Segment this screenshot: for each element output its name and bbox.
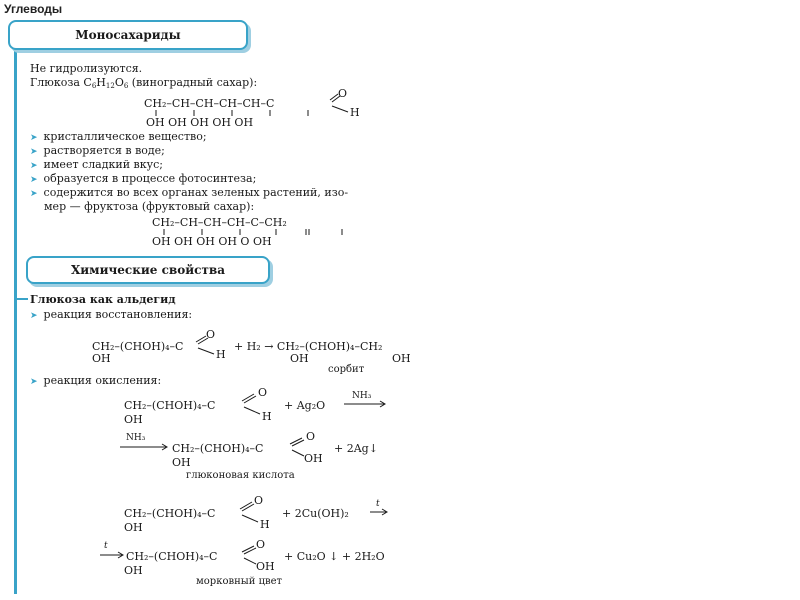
ox2-left: CH₂–(CHOH)₄–C <box>172 442 264 455</box>
ox1-left: CH₂–(CHOH)₄–C <box>124 399 216 412</box>
page-title: Углеводы <box>4 2 63 16</box>
section-monosaccharides: Моносахариды <box>8 20 248 50</box>
glucose-oh-row: OH OH OH OH OH <box>146 116 254 129</box>
reduction-h: H <box>216 348 226 361</box>
ox1-o: O <box>258 386 268 399</box>
ox2-oh-right: OH <box>304 452 323 465</box>
bullet-item: ➤ имеет сладкий вкус; <box>30 158 163 173</box>
fructose-sub-row: OH OH OH OH O OH <box>152 235 272 248</box>
ox4-left: CH₂–(CHOH)₄–C <box>126 550 218 563</box>
no-hydrolysis-text: Не гидролизуются. <box>30 62 143 75</box>
reduction-label: ➤ реакция восстановления: <box>30 308 192 323</box>
ox4-t: t <box>104 541 108 551</box>
fructose-chain: CH₂–CH–CH–CH–C–CH₂ <box>152 216 287 229</box>
bullet-item: ➤ кристаллическое вещество; <box>30 130 207 145</box>
reduction-right: + H₂ → CH₂–(CHOH)₄–CH₂ <box>234 340 383 353</box>
ox1-nh3: NH₃ <box>352 391 372 401</box>
ox2-o: O <box>306 430 316 443</box>
ox4-right: + Cu₂O ↓ + 2H₂O <box>284 550 385 563</box>
ox3-t: t <box>376 499 380 509</box>
ox3-left: CH₂–(CHOH)₄–C <box>124 507 216 520</box>
ox1-oh: OH <box>124 413 143 426</box>
ox2-nh3: NH₃ <box>126 433 146 443</box>
glucose-aldehyde-h: H <box>350 106 360 119</box>
reduction-o: O <box>206 328 216 341</box>
glucose-chain: CH₂–CH–CH–CH–CH–C <box>144 97 275 110</box>
reduction-oh-right2: OH <box>392 352 411 365</box>
gluconic-caption: глюконовая кислота <box>186 470 295 481</box>
ox3-oh: OH <box>124 521 143 534</box>
carrot-caption: морковный цвет <box>196 576 283 587</box>
bullet-item: ➤ образуется в процессе фотосинтеза; <box>30 172 256 187</box>
ox4-oh-left: OH <box>124 564 143 577</box>
reduction-oh-right1: OH <box>290 352 309 365</box>
bullet-item: ➤ растворяется в воде; <box>30 144 165 159</box>
ox4-o: O <box>256 538 266 551</box>
reduction-oh-left: OH <box>92 352 111 365</box>
glucose-formula-line: Глюкоза $C_6H_{12}O_6$ (виноградный сахар): <box>30 76 258 90</box>
aldehyde-heading: Глюкоза как альдегид <box>30 293 176 306</box>
reduction-left: CH₂–(CHOH)₄–C <box>92 340 184 353</box>
ox4-oh-right: OH <box>256 560 275 573</box>
oxidation-label: ➤ реакция окисления: <box>30 374 161 389</box>
bullet-item: ➤ содержится во всех органах зеленых растений, изо- <box>30 186 348 201</box>
ox3-right: + 2Cu(OH)₂ <box>282 507 349 520</box>
ox1-right: + Ag₂O <box>284 399 326 412</box>
sorbit-caption: сорбит <box>328 364 365 375</box>
glucose-aldehyde-o: O <box>338 87 348 100</box>
ox2-oh-left: OH <box>172 456 191 469</box>
ox2-right: + 2Ag↓ <box>334 442 378 455</box>
ox3-o: O <box>254 494 264 507</box>
ox3-h: H <box>260 518 270 531</box>
section-chemical-properties: Химические свойства <box>26 256 270 284</box>
isomer-line: мер — фруктоза (фруктовый сахар): <box>44 200 255 213</box>
ox1-h: H <box>262 410 272 423</box>
